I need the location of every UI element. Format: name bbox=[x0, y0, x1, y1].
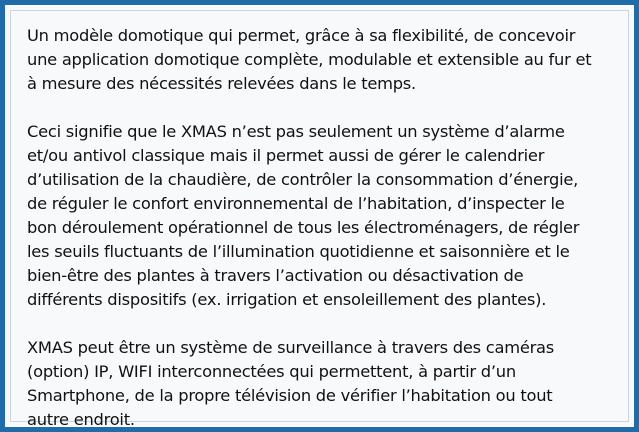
text-line: différents dispositifs (ex. irrigation et ensoleillement des plantes). bbox=[27, 290, 547, 309]
text-line: (option) IP, WIFI interconnectées qui permettent, à partir d’un bbox=[27, 362, 516, 381]
text-line: Smartphone, de la propre télévision de vérifier l’habitation ou tout bbox=[27, 386, 553, 405]
text-line: autre endroit. bbox=[27, 410, 135, 429]
text-line: bien-être des plantes à travers l’activation ou désactivation de bbox=[27, 266, 524, 285]
text-line: Ceci signifie que le XMAS n’est pas seulement un système d’alarme bbox=[27, 122, 565, 141]
text-line: Un modèle domotique qui permet, grâce à sa flexibilité, de concevoir bbox=[27, 26, 576, 45]
text-line: les seuils fluctuants de l’illumination quotidienne et saisonnière et le bbox=[27, 242, 570, 261]
paragraph-features bbox=[27, 120, 637, 312]
text-line: une application domotique complète, modulable et extensible au fur et bbox=[27, 50, 592, 69]
paragraph-surveillance bbox=[27, 336, 637, 432]
text-line: XMAS peut être un système de surveillance à travers des caméras bbox=[27, 338, 554, 357]
text-line: à mesure des nécessités relevées dans le temps. bbox=[27, 74, 416, 93]
paragraph-intro bbox=[27, 24, 637, 96]
text-line: de réguler le confort environnemental de l’habitation, d’inspecter le bbox=[27, 194, 565, 213]
text-body bbox=[27, 24, 637, 432]
text-line: bon déroulement opérationnel de tous les électroménagers, de régler bbox=[27, 218, 580, 237]
text-line: et/ou antivol classique mais il permet aussi de gérer le calendrier bbox=[27, 146, 545, 165]
text-line: d’utilisation de la chaudière, de contrôler la consommation d’énergie, bbox=[27, 170, 579, 189]
text-panel bbox=[10, 10, 629, 429]
